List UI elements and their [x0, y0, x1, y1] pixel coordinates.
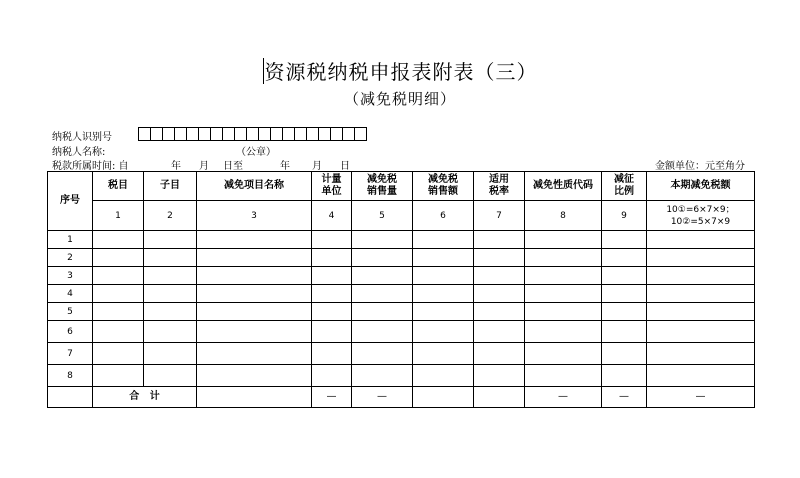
- column-header: 子目: [144, 172, 197, 201]
- total-row-blank: [48, 387, 93, 408]
- entry-cell[interactable]: [602, 343, 647, 365]
- entry-cell[interactable]: [197, 321, 312, 343]
- table-row: [48, 303, 755, 321]
- entry-cell[interactable]: [647, 249, 755, 267]
- column-number: 8: [525, 201, 602, 231]
- entry-cell[interactable]: [602, 303, 647, 321]
- entry-cell[interactable]: [312, 365, 352, 387]
- entry-cell[interactable]: [602, 249, 647, 267]
- column-number-row: [48, 201, 755, 231]
- entry-cell[interactable]: [647, 303, 755, 321]
- entry-cell[interactable]: [312, 343, 352, 365]
- title-text: 资源税纳税申报表附表（三）: [264, 60, 538, 84]
- entry-cell[interactable]: [525, 343, 602, 365]
- entry-cell[interactable]: [647, 231, 755, 249]
- entry-cell[interactable]: [352, 343, 413, 365]
- total-dash-cell: —: [602, 387, 647, 408]
- entry-cell[interactable]: [197, 365, 312, 387]
- taxpayer-name-label: 纳税人名称:: [52, 147, 106, 158]
- entry-cell[interactable]: [413, 231, 474, 249]
- taxpayer-id-label: 纳税人识别号: [52, 132, 112, 143]
- entry-cell[interactable]: [93, 303, 144, 321]
- entry-cell[interactable]: [144, 365, 197, 387]
- entry-cell[interactable]: [197, 343, 312, 365]
- total-dash-cell: —: [525, 387, 602, 408]
- entry-cell[interactable]: [197, 231, 312, 249]
- row-number: 4: [48, 285, 93, 303]
- page-title: [0, 56, 800, 85]
- entry-cell[interactable]: [474, 343, 525, 365]
- entry-cell[interactable]: [144, 267, 197, 285]
- header-row: [48, 172, 755, 201]
- period-year-start: 年: [171, 161, 181, 172]
- entry-cell[interactable]: [352, 365, 413, 387]
- entry-cell[interactable]: [413, 249, 474, 267]
- entry-cell[interactable]: [352, 285, 413, 303]
- entry-cell[interactable]: [93, 365, 144, 387]
- period-month-end: 月: [312, 161, 322, 172]
- entry-cell[interactable]: [474, 365, 525, 387]
- column-number: 9: [602, 201, 647, 231]
- entry-cell[interactable]: [525, 231, 602, 249]
- row-number: 8: [48, 365, 93, 387]
- entry-cell[interactable]: [474, 303, 525, 321]
- entry-cell[interactable]: [474, 321, 525, 343]
- entry-cell[interactable]: [93, 321, 144, 343]
- entry-cell[interactable]: [474, 267, 525, 285]
- entry-cell[interactable]: [413, 343, 474, 365]
- formula-line-1: 10①=6×7×9；: [666, 204, 735, 215]
- period-month-start: 月: [199, 161, 209, 172]
- id-digit-box[interactable]: [354, 127, 367, 141]
- total-entry-cell[interactable]: [197, 387, 312, 408]
- column-number: 1: [93, 201, 144, 231]
- row-number: 1: [48, 231, 93, 249]
- entry-cell[interactable]: [413, 321, 474, 343]
- text-cursor: [263, 58, 264, 84]
- entry-cell[interactable]: [144, 231, 197, 249]
- column-number: 2: [144, 201, 197, 231]
- entry-cell[interactable]: [413, 303, 474, 321]
- total-entry-cell[interactable]: [413, 387, 474, 408]
- entry-cell[interactable]: [312, 231, 352, 249]
- entry-cell[interactable]: [352, 321, 413, 343]
- table-row: [48, 343, 755, 365]
- entry-cell[interactable]: [197, 249, 312, 267]
- table-row: [48, 231, 755, 249]
- relief-detail-table: [47, 171, 755, 408]
- table-row: [48, 365, 755, 387]
- period-year-end: 年: [280, 161, 290, 172]
- row-number: 5: [48, 303, 93, 321]
- entry-cell[interactable]: [647, 285, 755, 303]
- entry-cell[interactable]: [413, 365, 474, 387]
- column-header: 减免性质代码: [525, 172, 602, 201]
- currency-unit-label: 金额单位：元至角分: [655, 161, 745, 172]
- column-header: 减征 比例: [602, 172, 647, 201]
- entry-cell[interactable]: [647, 365, 755, 387]
- table-row: [48, 249, 755, 267]
- column-number: 4: [312, 201, 352, 231]
- period-day-end: 日: [340, 161, 350, 172]
- entry-cell[interactable]: [144, 285, 197, 303]
- entry-cell[interactable]: [525, 285, 602, 303]
- entry-cell[interactable]: [352, 267, 413, 285]
- entry-cell[interactable]: [474, 249, 525, 267]
- entry-cell[interactable]: [197, 303, 312, 321]
- tax-period-label: 税款所属时间: 自: [52, 161, 129, 172]
- entry-cell[interactable]: [602, 321, 647, 343]
- entry-cell[interactable]: [93, 285, 144, 303]
- entry-cell[interactable]: [525, 267, 602, 285]
- entry-cell[interactable]: [602, 231, 647, 249]
- entry-cell[interactable]: [352, 303, 413, 321]
- entry-cell[interactable]: [525, 249, 602, 267]
- column-number: 7: [474, 201, 525, 231]
- column-header: 减免税 销售额: [413, 172, 474, 201]
- formula-line-2: 10②=5×7×9: [670, 216, 731, 227]
- entry-cell[interactable]: [93, 231, 144, 249]
- entry-cell[interactable]: [474, 285, 525, 303]
- entry-cell[interactable]: [312, 249, 352, 267]
- total-label: 合 计: [93, 387, 197, 408]
- entry-cell[interactable]: [352, 231, 413, 249]
- column-header: 减免项目名称: [197, 172, 312, 201]
- entry-cell[interactable]: [144, 249, 197, 267]
- table-row: [48, 285, 755, 303]
- entry-cell[interactable]: [144, 321, 197, 343]
- entry-cell[interactable]: [602, 267, 647, 285]
- entry-cell[interactable]: [525, 303, 602, 321]
- entry-cell[interactable]: [312, 303, 352, 321]
- entry-cell[interactable]: [525, 321, 602, 343]
- entry-cell[interactable]: [647, 321, 755, 343]
- total-dash-cell: —: [352, 387, 413, 408]
- row-number: 6: [48, 321, 93, 343]
- entry-cell[interactable]: [93, 267, 144, 285]
- entry-cell[interactable]: [312, 267, 352, 285]
- entry-cell[interactable]: [197, 267, 312, 285]
- total-dash-cell: —: [647, 387, 755, 408]
- column-number: 6: [413, 201, 474, 231]
- total-entry-cell[interactable]: [474, 387, 525, 408]
- entry-cell[interactable]: [647, 267, 755, 285]
- entry-cell[interactable]: [312, 321, 352, 343]
- entry-cell[interactable]: [602, 285, 647, 303]
- entry-cell[interactable]: [352, 249, 413, 267]
- total-dash-cell: —: [312, 387, 352, 408]
- page-subtitle: （减免税明细）: [343, 90, 456, 108]
- seal-label: （公章）: [236, 147, 276, 158]
- row-number: 7: [48, 343, 93, 365]
- table-row: [48, 267, 755, 285]
- column-header: 适用 税率: [474, 172, 525, 201]
- entry-cell[interactable]: [525, 365, 602, 387]
- relief-formula: [647, 201, 755, 231]
- row-number: 3: [48, 267, 93, 285]
- row-number: 2: [48, 249, 93, 267]
- entry-cell[interactable]: [197, 285, 312, 303]
- entry-cell[interactable]: [647, 343, 755, 365]
- entry-cell[interactable]: [144, 343, 197, 365]
- period-day-to: 日至: [223, 161, 243, 172]
- entry-cell[interactable]: [602, 365, 647, 387]
- entry-cell[interactable]: [474, 231, 525, 249]
- column-number: 3: [197, 201, 312, 231]
- column-number: 5: [352, 201, 413, 231]
- total-row: [48, 387, 755, 408]
- column-header: 税目: [93, 172, 144, 201]
- entry-cell[interactable]: [93, 249, 144, 267]
- table-row: [48, 321, 755, 343]
- entry-cell[interactable]: [413, 285, 474, 303]
- column-header: 减免税 销售量: [352, 172, 413, 201]
- seq-header: 序号: [48, 172, 93, 231]
- entry-cell[interactable]: [413, 267, 474, 285]
- entry-cell[interactable]: [93, 343, 144, 365]
- taxpayer-id-boxes[interactable]: [138, 127, 366, 141]
- column-header: 本期减免税额: [647, 172, 755, 201]
- entry-cell[interactable]: [144, 303, 197, 321]
- entry-cell[interactable]: [312, 285, 352, 303]
- column-header: 计量 单位: [312, 172, 352, 201]
